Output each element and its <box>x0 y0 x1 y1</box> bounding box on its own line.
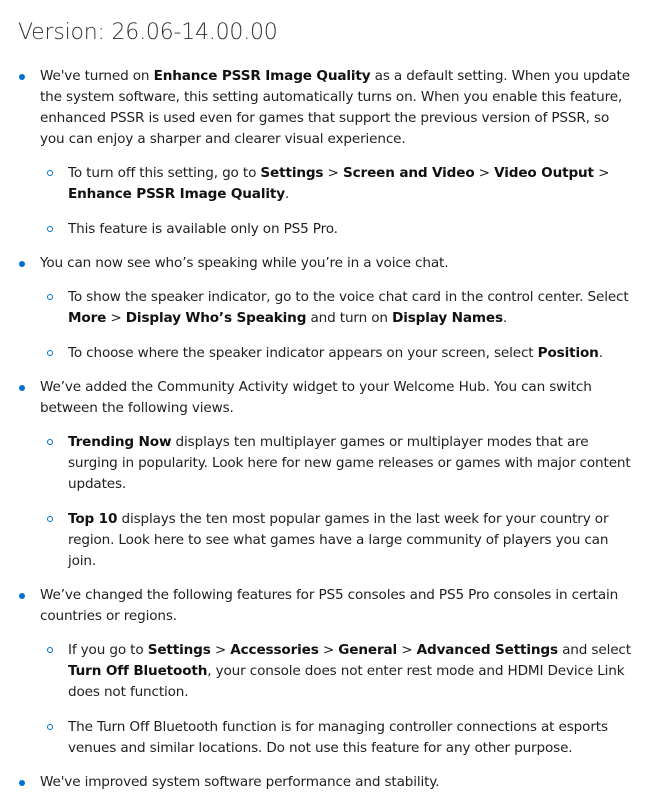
list-item: We've improved system software performance and stability. <box>18 772 636 793</box>
sub-list-item: This feature is available only on PS5 Pro. <box>40 219 636 240</box>
list-item: We’ve added the Community Activity widget to your Welcome Hub. You can switch between the following views. Trending Now displays ten multiplayer games or multiplayer modes that are surging in popularity. Look here for new game releases or games with major content updates. Top 10 displays the ten most popular games in the last week for your country or region. Look here to see what games have a large community of players you can join. <box>18 377 636 572</box>
bullet-dot-icon <box>19 385 25 391</box>
sub-list-item: To choose where the speaker indicator appears on your screen, select Position. <box>40 343 636 364</box>
bullet-dot-icon <box>19 261 25 267</box>
sub-list <box>40 432 636 572</box>
bullet-ring-icon <box>47 647 53 653</box>
list-item: We've turned on Enhance PSSR Image Quality as a default setting. When you update the system software, this setting automatically turns on. When you enable this feature, enhanced PSSR is used even for games that support the previous version of PSSR, so you can enjoy a sharper and clearer visual experience. To turn off this setting, go to Settings > Screen and Video > Video Output > Enhance PSSR Image Quality. This feature is available only on PS5 Pro. <box>18 66 636 240</box>
bullet-ring-icon <box>47 294 53 300</box>
version-title: Version: 26.06-14.00.00 <box>18 20 278 45</box>
sub-list <box>40 163 636 240</box>
list-item: We’ve changed the following features for PS5 consoles and PS5 Pro consoles in certain countries or regions. If you go to Settings > Accessories > General > Advanced Settings and select Turn Off Bluetooth, your console does not enter rest mode and HDMI Device Link does not function. The Turn Off Bluetooth function is for managing controller connections at esports venues and similar locations. Do not use this feature for any other purpose. <box>18 585 636 759</box>
sub-list-item: Trending Now displays ten multiplayer games or multiplayer modes that are surging in popularity. Look here for new game releases or games with major content updates. <box>40 432 636 495</box>
bullet-dot-icon <box>19 74 25 80</box>
bullet-ring-icon <box>47 226 53 232</box>
list-item: You can now see who’s speaking while you’re in a voice chat. To show the speaker indicator, go to the voice chat card in the control center. Select More > Display Who’s Speaking and turn on Display Names. To choose where the speaker indicator appears on your screen, select Position. <box>18 253 636 364</box>
bullet-ring-icon <box>47 724 53 730</box>
sub-list <box>40 287 636 364</box>
bullet-ring-icon <box>47 170 53 176</box>
release-notes-list <box>18 66 636 793</box>
sub-list-item: Top 10 displays the ten most popular games in the last week for your country or region. Look here to see what games have a large community of players you can join. <box>40 509 636 572</box>
sub-list-item: If you go to Settings > Accessories > General > Advanced Settings and select Turn Off Bluetooth, your console does not enter rest mode and HDMI Device Link does not function. <box>40 640 636 703</box>
sub-list-item: The Turn Off Bluetooth function is for managing controller connections at esports venues and similar locations. Do not use this feature for any other purpose. <box>40 717 636 759</box>
bullet-dot-icon <box>19 780 25 786</box>
bullet-dot-icon <box>19 593 25 599</box>
bullet-ring-icon <box>47 350 53 356</box>
sub-list-item: To show the speaker indicator, go to the voice chat card in the control center. Select More > Display Who’s Speaking and turn on Display Names. <box>40 287 636 329</box>
sub-list-item: To turn off this setting, go to Settings > Screen and Video > Video Output > Enhance PSSR Image Quality. <box>40 163 636 205</box>
sub-list <box>40 640 636 759</box>
bullet-ring-icon <box>47 516 53 522</box>
bullet-ring-icon <box>47 439 53 445</box>
